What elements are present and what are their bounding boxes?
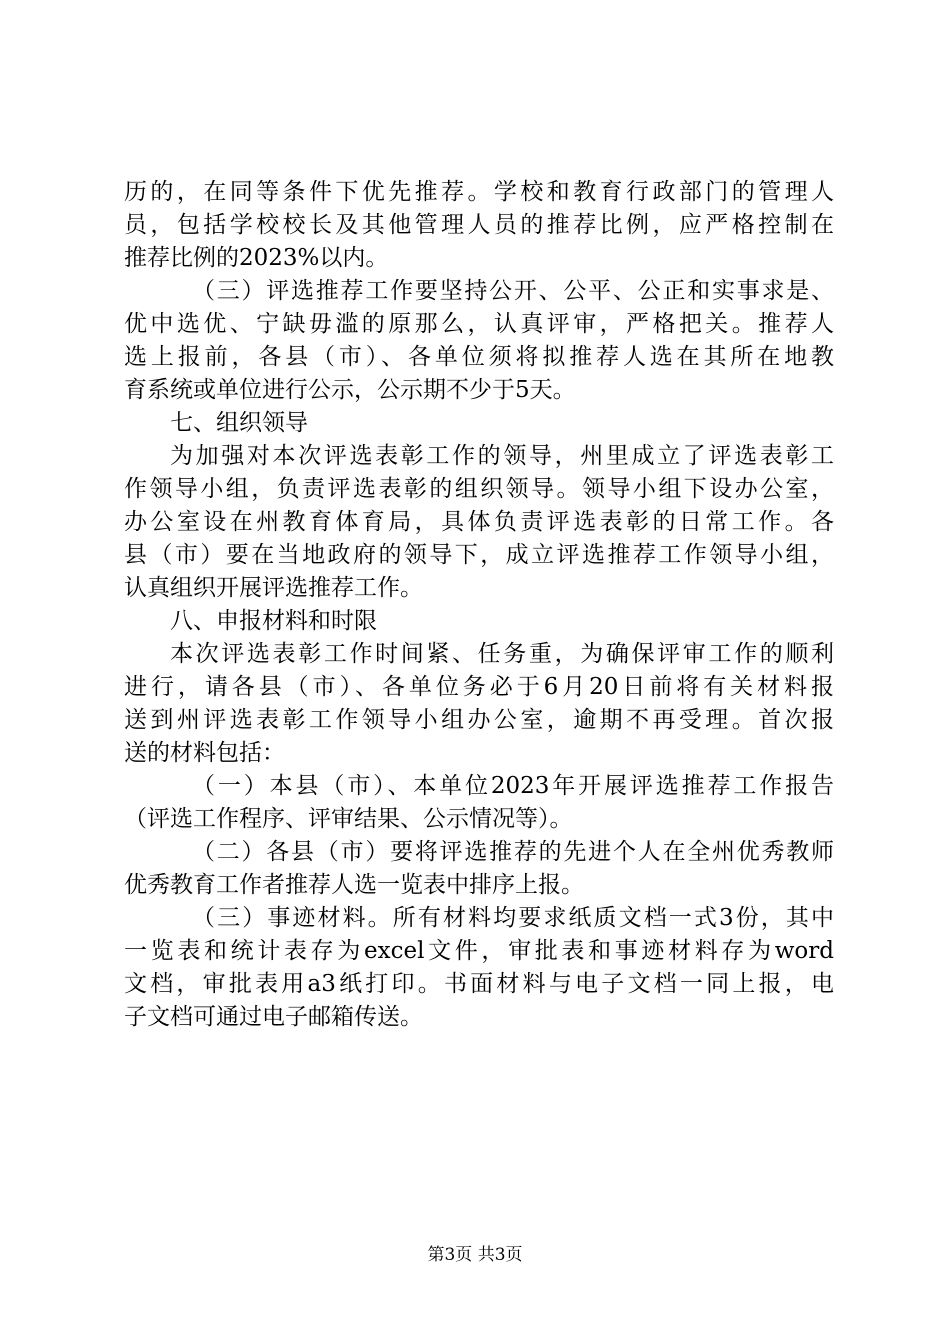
text-line: 认真组织开展评选推荐工作。 (124, 575, 423, 601)
text-line: （三）事迹材料。所有材料均要求纸质文档一式3份，其中 (192, 905, 834, 931)
text-line: （评选工作程序、评审结果、公示情况等）。 (124, 806, 573, 832)
text-line: 本次评选表彰工作时间紧、任务重，为确保评审工作的顺利 (170, 641, 834, 667)
text-line: 历的，在同等条件下优先推荐。学校和教育行政部门的管理人 (124, 179, 834, 205)
text-line: 育系统或单位进行公示，公示期不少于5天。 (124, 377, 576, 403)
text-line: 送到州评选表彰工作领导小组办公室，逾期不再受理。首次报 (124, 707, 834, 733)
text-line: （二）各县（市）要将评选推荐的先进个人在全州优秀教师 (192, 839, 834, 865)
text-line: 一览表和统计表存为excel文件，审批表和事迹材料存为word (124, 938, 834, 964)
page-footer (0, 1244, 950, 1266)
text-line: 为加强对本次评选表彰工作的领导，州里成立了评选表彰工 (170, 443, 834, 469)
text-line: 子文档可通过电子邮箱传送。 (124, 1004, 423, 1030)
text-line: （三）评选推荐工作要坚持公开、公平、公正和实事求是、 (192, 278, 834, 304)
text-line: 作领导小组，负责评选表彰的组织领导。领导小组下设办公室， (124, 476, 834, 502)
text-line: 送的材料包括： (124, 740, 285, 766)
text-line: 推荐比例的2023%以内。 (124, 245, 389, 271)
text-line: 进行，请各县（市）、各单位务必于6月20日前将有关材料报 (124, 674, 834, 700)
page-number: 第3页 共3页 (427, 1245, 523, 1265)
text-line: 员，包括学校校长及其他管理人员的推荐比例，应严格控制在 (124, 212, 834, 238)
text-line: 选上报前，各县（市）、各单位须将拟推荐人选在其所在地教 (124, 344, 834, 370)
text-line: 七、组织领导 (170, 410, 308, 436)
text-line: （一）本县（市）、本单位2023年开展评选推荐工作报告 (192, 773, 834, 799)
text-line: 优秀教育工作者推荐人选一览表中排序上报。 (124, 872, 584, 898)
text-line: 县（市）要在当地政府的领导下，成立评选推荐工作领导小组， (124, 542, 834, 568)
document-body (124, 176, 834, 1034)
text-line: 文档，审批表用a3纸打印。书面材料与电子文档一同上报，电 (124, 971, 834, 997)
text-line: 优中选优、宁缺毋滥的原那么，认真评审，严格把关。推荐人 (124, 311, 834, 337)
text-line: 八、申报材料和时限 (170, 608, 377, 634)
text-line: 办公室设在州教育体育局，具体负责评选表彰的日常工作。各 (124, 509, 834, 535)
